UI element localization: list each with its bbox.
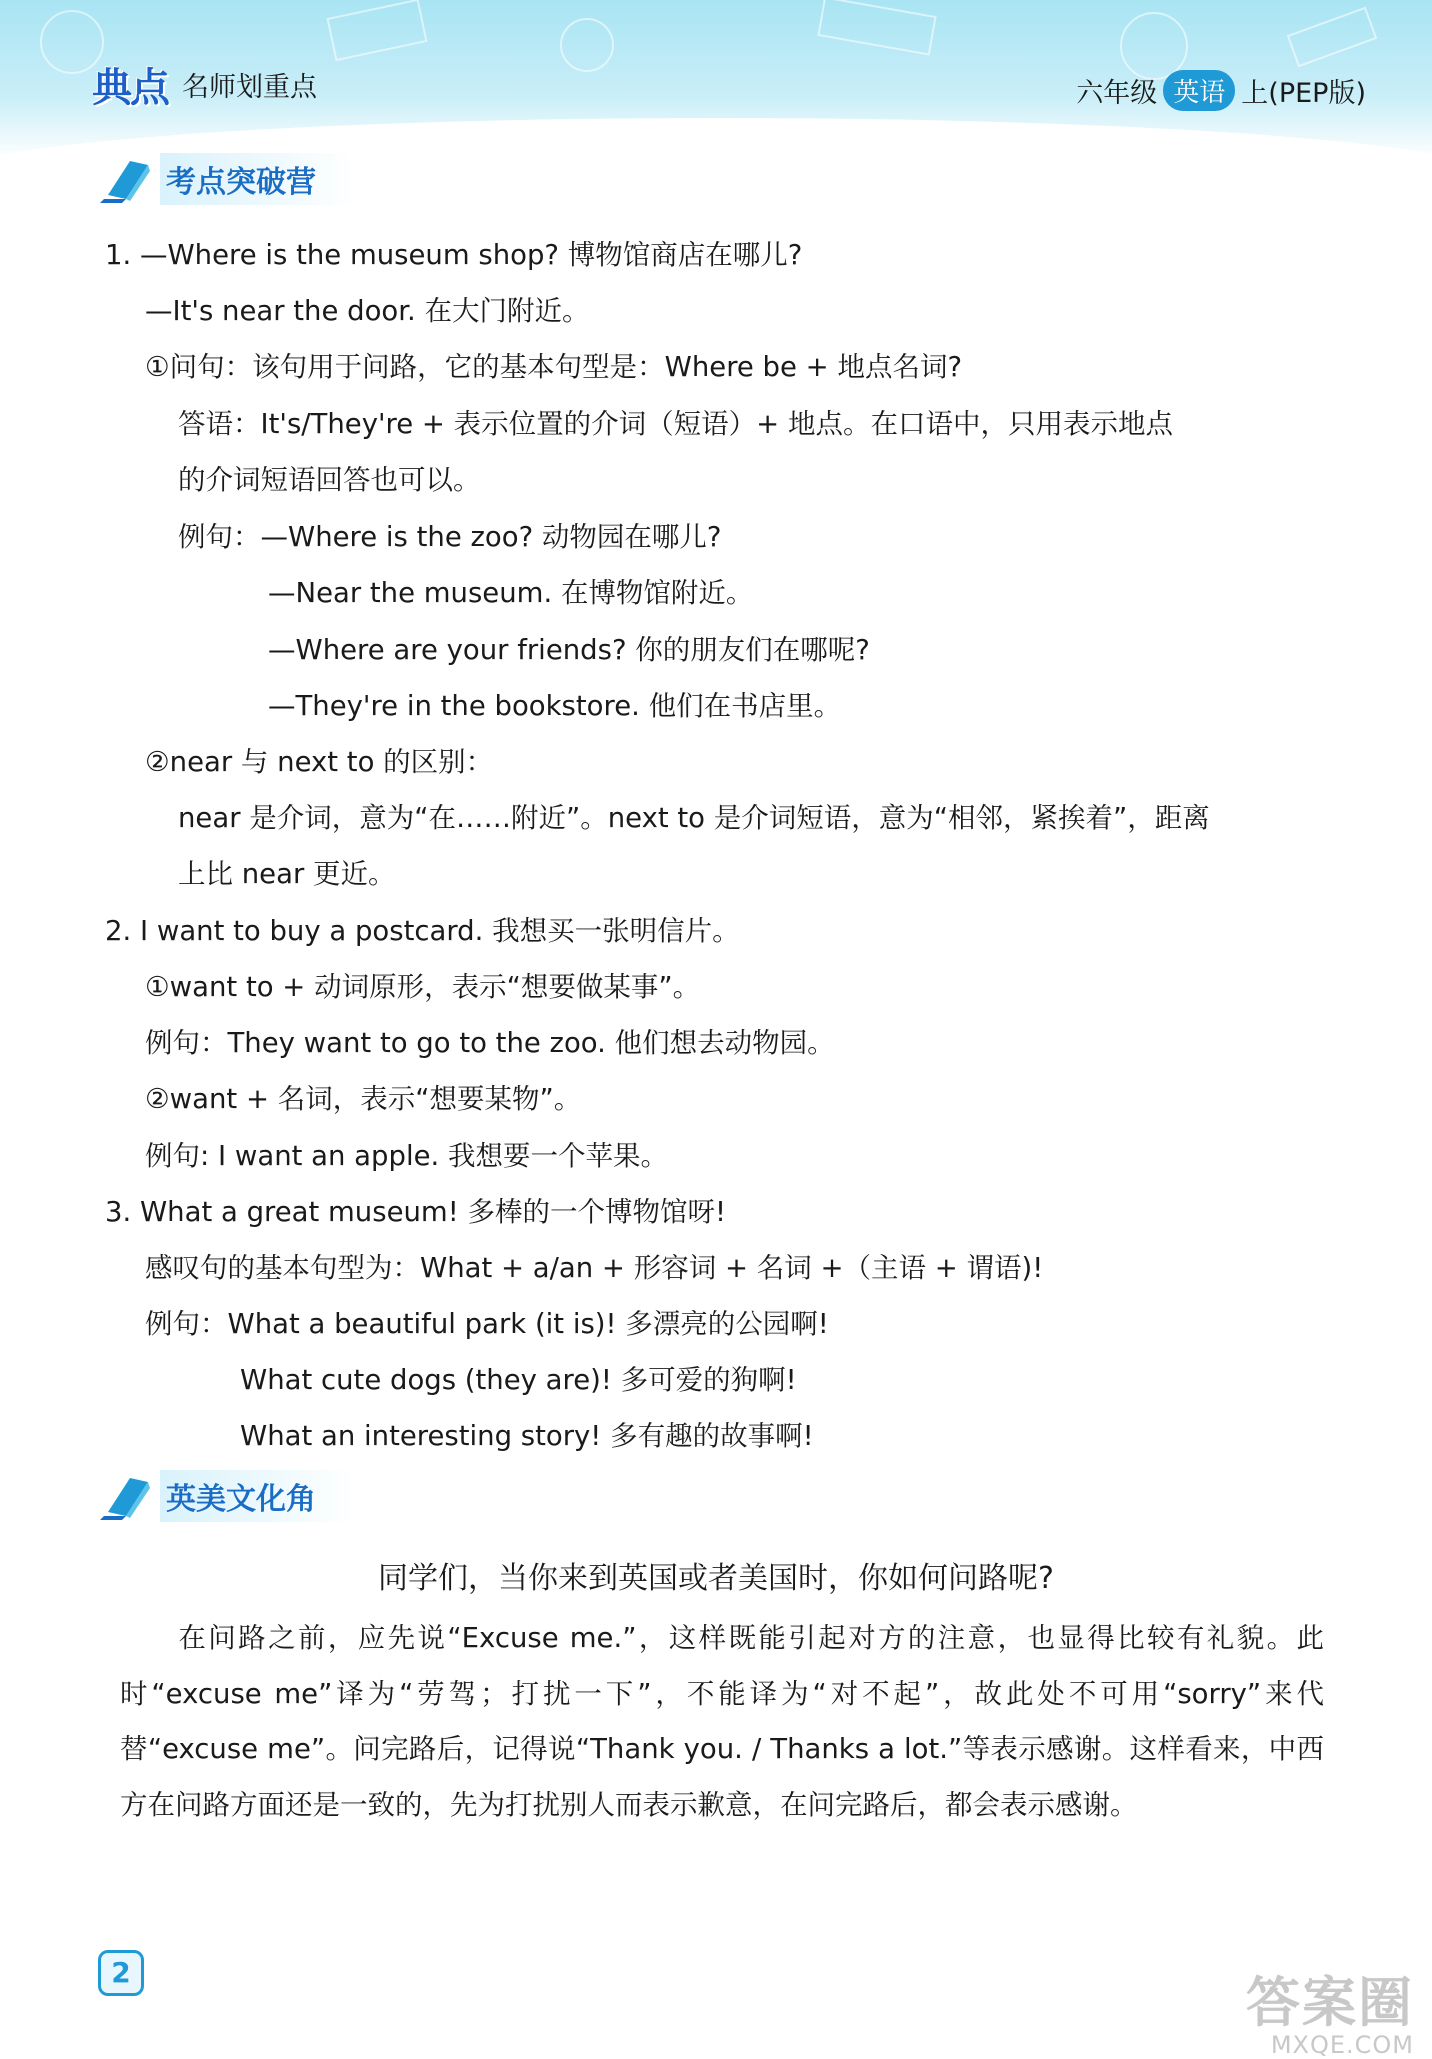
text-line: ②want + 名词，表示“想要某物”。	[145, 1083, 582, 1115]
text-line: 例句：What a beautiful park (it is)! 多漂亮的公园啊!	[145, 1308, 829, 1340]
text-line: 上比 near 更近。	[178, 858, 396, 890]
section-title: 考点突破营	[160, 153, 356, 205]
text-line: 答语：It's/They're + 表示位置的介词（短语）+ 地点。在口语中，只用表示地点	[178, 408, 1173, 440]
subject-badge: 英语	[1163, 70, 1235, 111]
edition-label: 上(PEP版)	[1241, 78, 1366, 109]
text-line: 的介词短语回答也可以。	[178, 464, 481, 496]
section-heading-culture-corner	[100, 1472, 356, 1520]
section-heading-key-points	[100, 155, 356, 203]
text-line: —Where are your friends? 你的朋友们在哪呢?	[268, 634, 870, 666]
decorative-doodle	[326, 0, 427, 61]
text-line: 例句：They want to go to the zoo. 他们想去动物园。	[145, 1027, 835, 1059]
decorative-doodle	[560, 18, 614, 72]
brand-mark: 典点	[92, 64, 168, 111]
text-line: —It's near the door. 在大门附近。	[145, 295, 590, 327]
text-line: ②near 与 next to 的区别：	[145, 746, 494, 778]
culture-paragraph	[120, 1611, 1324, 1833]
grade-label: 六年级	[1076, 78, 1158, 109]
text-line: —They're in the bookstore. 他们在书店里。	[268, 690, 842, 722]
book-info	[1076, 70, 1366, 111]
text-line: 感叹句的基本句型为：What + a/an + 形容词 + 名词 +（主语 + 谓语)!	[145, 1252, 1044, 1284]
book-icon	[100, 1472, 154, 1520]
text-line: What cute dogs (they are)! 多可爱的狗啊!	[240, 1364, 797, 1396]
watermark-site: MXQE.COM	[1270, 2031, 1414, 2059]
header-tagline: 名师划重点	[182, 71, 317, 103]
decorative-doodle	[1287, 7, 1378, 68]
text-line: 1. —Where is the museum shop? 博物馆商店在哪儿?	[105, 239, 803, 271]
text-line: —Near the museum. 在博物馆附近。	[268, 577, 754, 609]
decorative-doodle	[817, 0, 936, 56]
page-header	[0, 0, 1432, 160]
culture-paragraph-text: 在问路之前，应先说“Excuse me.”，这样既能引起对方的注意，也显得比较有礼貌。此时“excuse me”译为“劳驾；打扰一下”，不能译为“对不起”，故此处不可用“sorry”来代替“excuse me”。问完路后，记得说“Thank you. / Thanks a lot.”等表示感谢。这样看来，中西方在问路方面还是一致的，先为打扰别人而表示歉意，在问完路后，都会表示感谢。	[120, 1622, 1324, 1821]
book-icon	[100, 155, 154, 203]
text-line: What an interesting story! 多有趣的故事啊!	[240, 1420, 814, 1452]
culture-heading: 同学们，当你来到英国或者美国时，你如何问路呢?	[378, 1561, 1054, 1596]
section-title: 英美文化角	[160, 1470, 356, 1522]
text-line: ①问句：该句用于问路，它的基本句型是：Where be + 地点名词?	[145, 351, 963, 383]
watermark	[1246, 1960, 1414, 2059]
text-line: ①want to + 动词原形，表示“想要做某事”。	[145, 971, 701, 1003]
text-line: 例句: I want an apple. 我想要一个苹果。	[145, 1140, 668, 1172]
brand-logo	[92, 58, 317, 110]
text-line: 3. What a great museum! 多棒的一个博物馆呀!	[105, 1196, 726, 1228]
page-number: 2	[98, 1950, 144, 1996]
text-line: near 是介词，意为“在……附近”。next to 是介词短语，意为“相邻，紧挨着”，距离	[178, 802, 1210, 834]
text-line: 2. I want to buy a postcard. 我想买一张明信片。	[105, 915, 740, 947]
watermark-main: 答案圈	[1246, 1971, 1414, 2034]
text-line: 例句：—Where is the zoo? 动物园在哪儿?	[178, 521, 722, 553]
